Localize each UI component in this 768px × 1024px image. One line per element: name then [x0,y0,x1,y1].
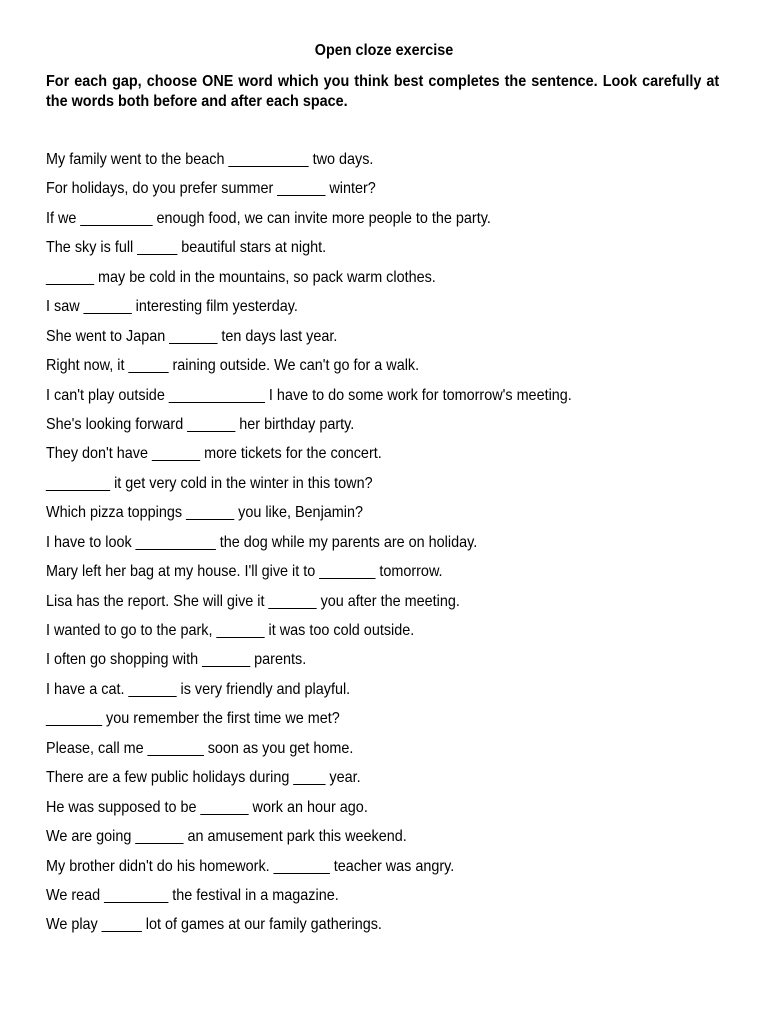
sentence-item: We read ________ the festival in a magazine. [46,886,339,904]
sentence-item: I can't play outside ____________ I have to do some work for tomorrow's meeting. [46,386,572,404]
sentence-item: _______ you remember the first time we met? [46,710,340,728]
sentence-item: Which pizza toppings ______ you like, Benjamin? [46,504,363,522]
sentence-item: Lisa has the report. She will give it ______ you after the meeting. [46,592,460,610]
sentence-item: For holidays, do you prefer summer ______ winter? [46,180,376,198]
sentence-item: Please, call me _______ soon as you get home. [46,739,354,757]
worksheet-title: Open cloze exercise [314,42,454,59]
sentence-item: My family went to the beach __________ two days. [46,151,374,168]
sentence-item: My brother didn't do his homework. _______ teacher was angry. [46,857,455,875]
sentence-item: We are going ______ an amusement park this weekend. [46,828,407,846]
sentence-item: They don't have ______ more tickets for the concert. [46,445,382,463]
sentence-item: I have a cat. ______ is very friendly and playful. [46,680,351,698]
sentence-item: I have to look __________ the dog while my parents are on holiday. [46,533,478,551]
sentence-item: There are a few public holidays during ____ year. [46,769,361,787]
sentence-item: Mary left her bag at my house. I'll give it to _______ tomorrow. [46,563,443,581]
sentence-item: I wanted to go to the park, ______ it was too cold outside. [46,622,415,639]
sentence-list [46,148,630,943]
sentence-item: ________ it get very cold in the winter in this town? [46,474,373,492]
sentence-item: We play _____ lot of games at our family gatherings. [46,916,382,934]
sentence-item: I saw ______ interesting film yesterday. [46,298,298,316]
sentence-item: If we _________ enough food, we can invite more people to the party. [46,209,491,227]
sentence-item: She went to Japan ______ ten days last year. [46,327,338,345]
worksheet-instructions: For each gap, choose ONE word which you think best completes the sentence. Look carefully at the words both before and after each space. [46,73,720,110]
sentence-item: Right now, it _____ raining outside. We can't go for a walk. [46,357,420,375]
sentence-item: She's looking forward ______ her birthday party. [46,415,355,433]
sentence-item: The sky is full _____ beautiful stars at night. [46,239,327,257]
sentence-item: He was supposed to be ______ work an hour ago. [46,798,368,816]
sentence-item: I often go shopping with ______ parents. [46,651,307,669]
sentence-item: ______ may be cold in the mountains, so pack warm clothes. [46,268,436,286]
